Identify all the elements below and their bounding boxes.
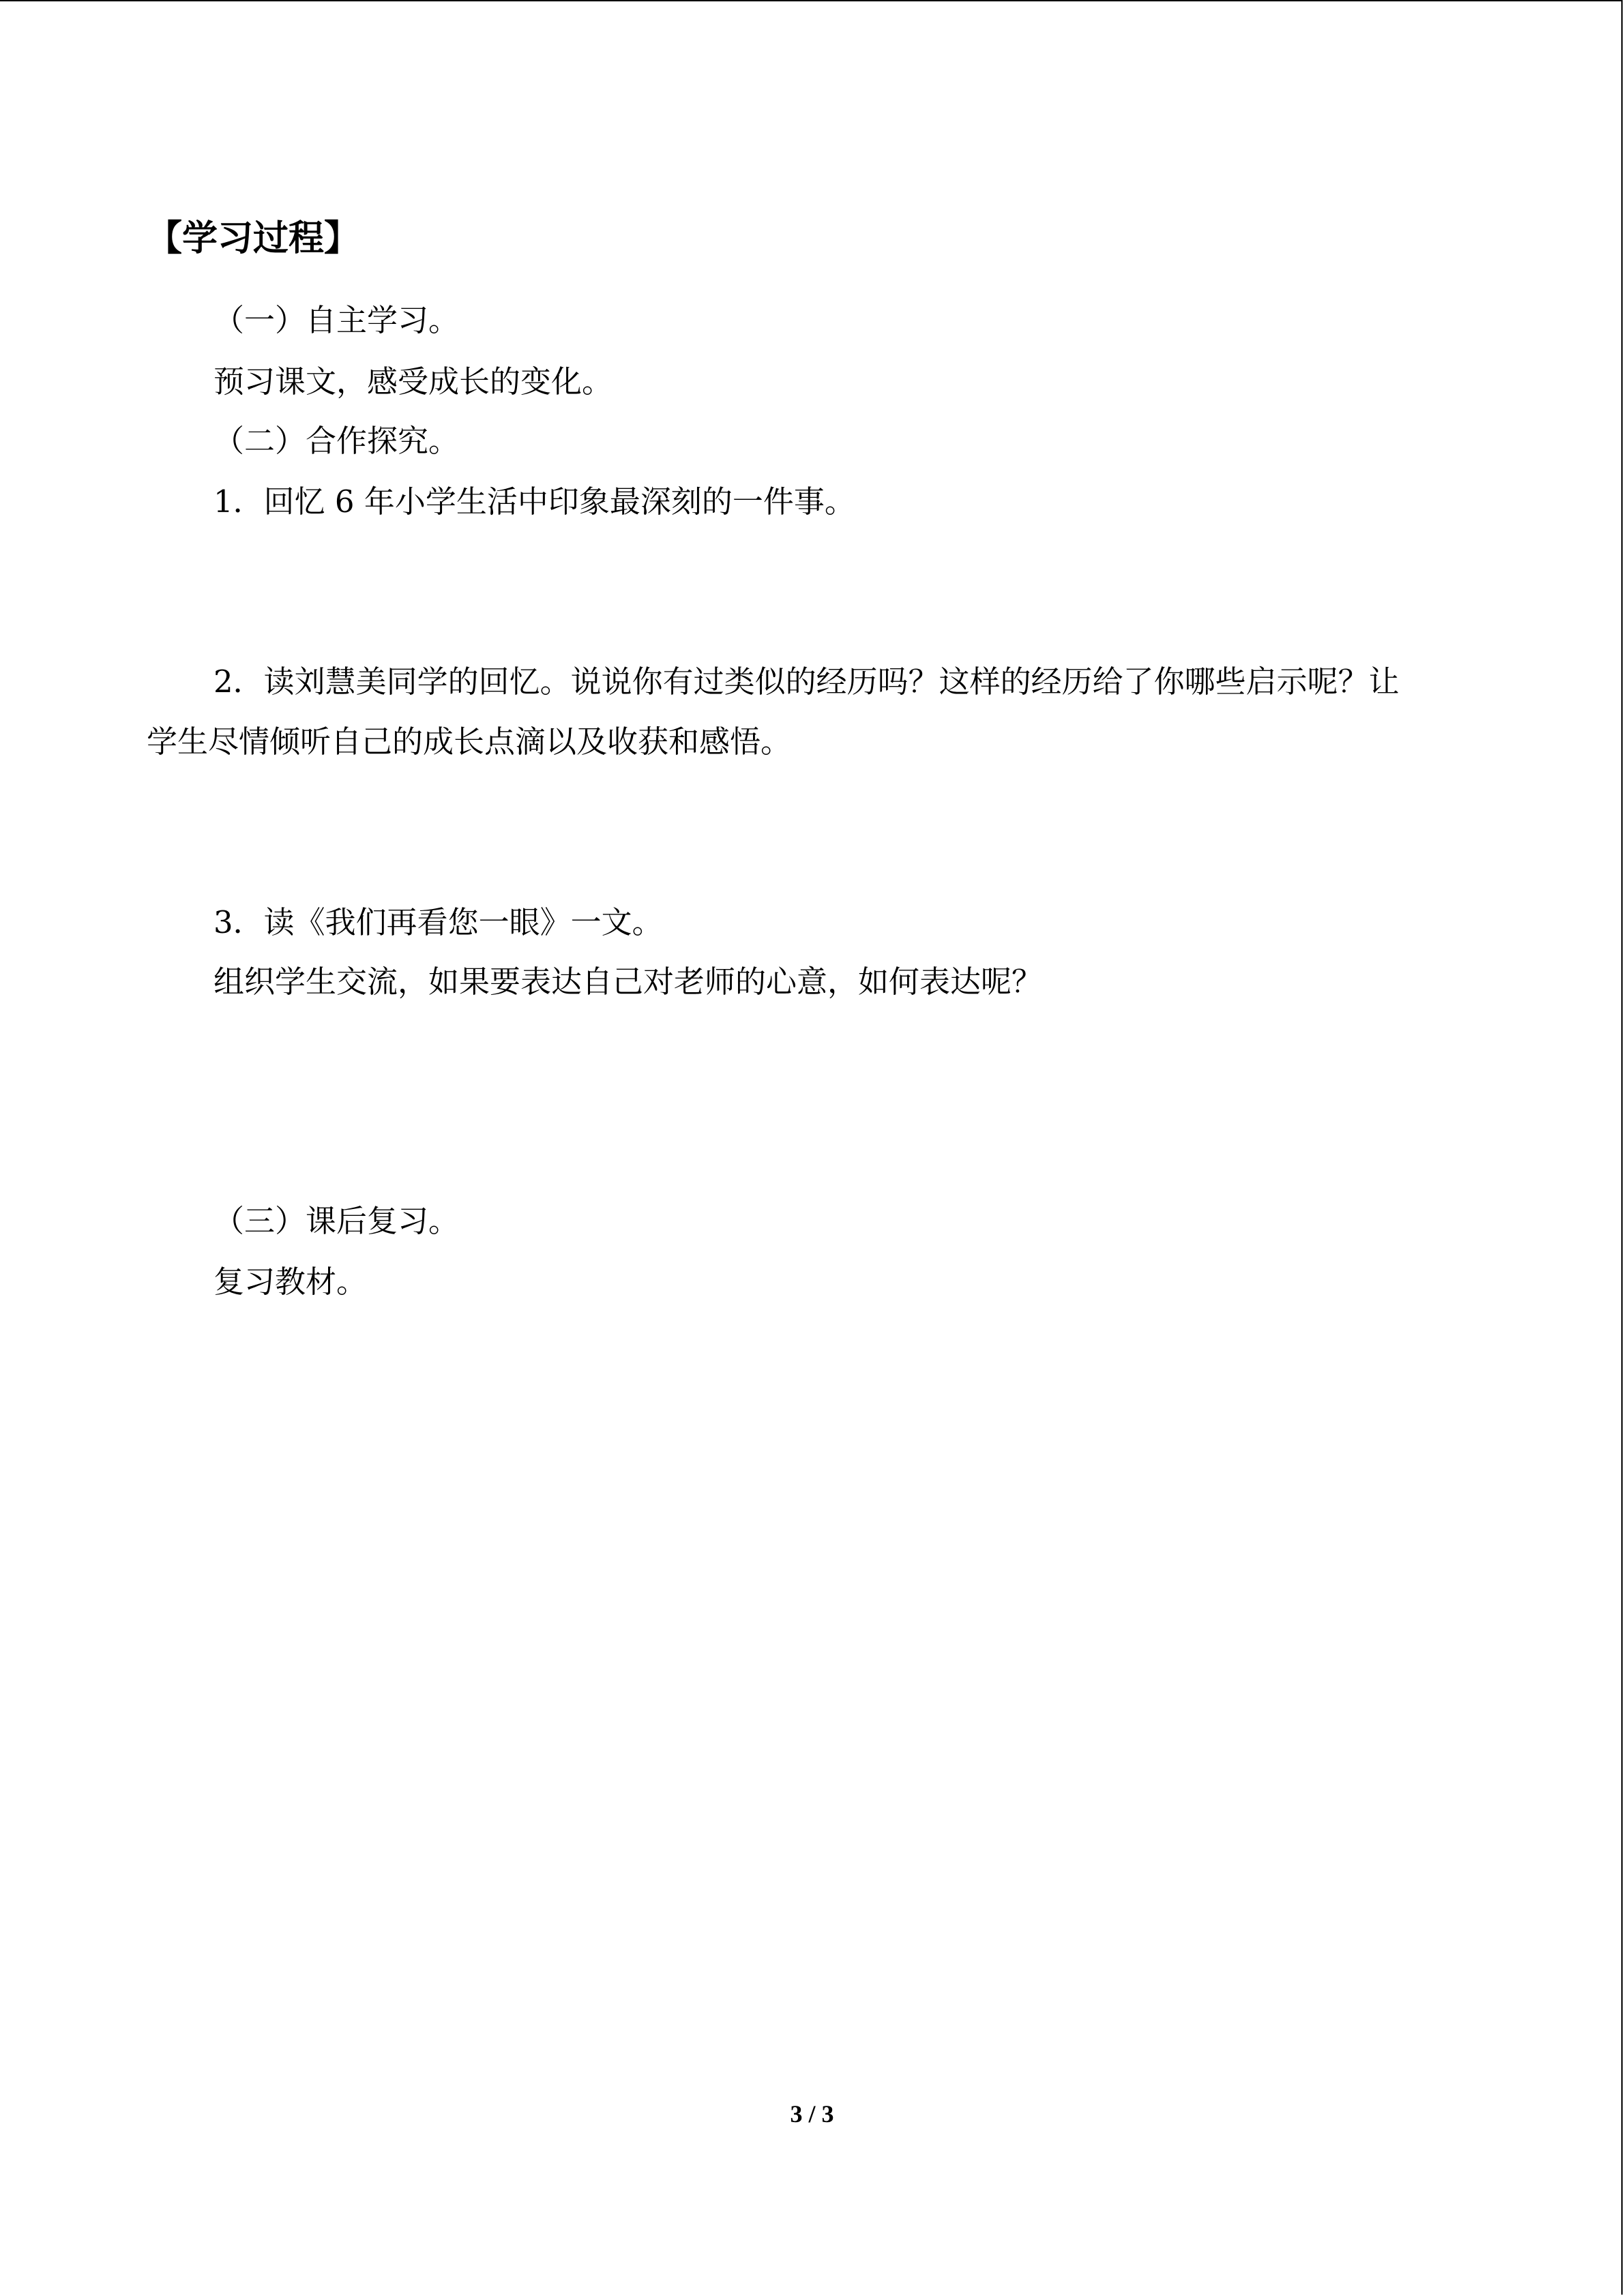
paragraph-review: 复习教材。 [213,1264,368,1300]
subsection-self-study: （一）自主学习。 [213,302,460,338]
question-3: 3．读《我们再看您一眼》一文。 [213,904,663,940]
paragraph-discussion: 组织学生交流，如果要表达自己对老师的心意，如何表达呢？ [213,964,1043,1000]
subsection-review: （三）课后复习。 [213,1203,460,1239]
subsection-cooperative: （二）合作探究。 [213,423,460,459]
paragraph-preview: 预习课文，感受成长的变化。 [213,363,613,400]
question-2-line-1: 2．读刘慧美同学的回忆。说说你有过类似的经历吗？这样的经历给了你哪些启示呢？让 [213,664,1400,700]
question-1: 1．回忆 6 年小学生活中印象最深刻的一件事。 [213,483,855,520]
page-number: 3 / 3 [790,2100,834,2128]
section-heading: 【学习过程】 [147,218,360,259]
question-2-line-2: 学生尽情倾听自己的成长点滴以及收获和感悟。 [147,724,792,760]
